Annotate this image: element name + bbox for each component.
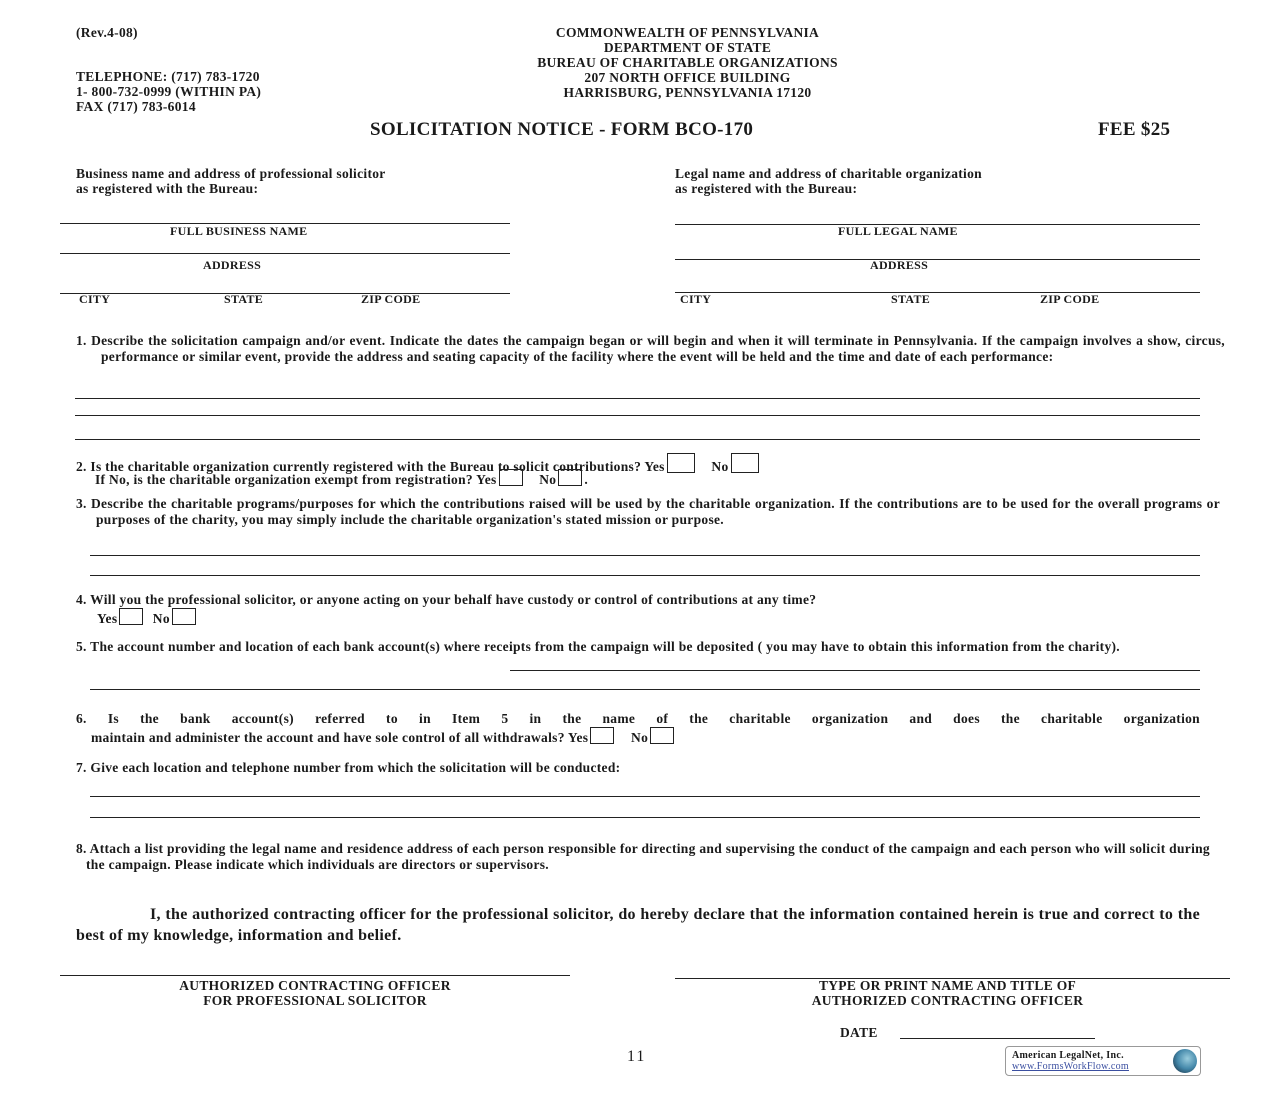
question-text: If No, is the charitable organization exempt from registration? Yes bbox=[95, 472, 497, 487]
label-line: TYPE OR PRINT NAME AND TITLE OF bbox=[818, 978, 1077, 993]
question-6: 6. Is the bank account(s) referred to in Item 5 in the name of the charitable organization and does the charitable organization bbox=[76, 711, 1200, 726]
question-4: 4. Will you the professional solicitor, or anyone acting on your behalf have custody or control of contributions at any time? bbox=[76, 592, 817, 607]
agency-line: BUREAU OF CHARITABLE ORGANIZATIONS bbox=[537, 55, 838, 70]
no-label: No bbox=[711, 459, 729, 474]
no-checkbox[interactable] bbox=[558, 469, 582, 486]
contact-info bbox=[76, 69, 261, 114]
telephone: TELEPHONE: (717) 783-1720 bbox=[76, 69, 260, 84]
business-city-state-zip-field[interactable] bbox=[60, 293, 510, 294]
charity-city-state-zip-field[interactable] bbox=[675, 292, 1200, 293]
yes-checkbox[interactable] bbox=[590, 727, 614, 744]
solicitor-heading bbox=[76, 166, 386, 196]
answer-line[interactable] bbox=[510, 670, 1200, 671]
question-text: maintain and administer the account and have sole control of all withdrawals? Yes bbox=[91, 730, 589, 745]
logo-company: American LegalNet, Inc. bbox=[1012, 1050, 1124, 1061]
zip-label: ZIP CODE bbox=[1040, 292, 1100, 306]
answer-line[interactable] bbox=[90, 796, 1200, 797]
city-label: CITY bbox=[79, 292, 111, 306]
state-label: STATE bbox=[224, 292, 264, 306]
no-label: No bbox=[539, 472, 557, 487]
answer-line[interactable] bbox=[75, 439, 1200, 440]
question-5: 5. The account number and location of each bank account(s) where receipts from the campaign will be deposited ( you may have to obtain this information from the charity). bbox=[76, 639, 1120, 654]
signature-label-right bbox=[675, 978, 1220, 1008]
signature-label-left bbox=[60, 978, 570, 1008]
no-label: No bbox=[152, 611, 170, 626]
legal-name-label: FULL LEGAL NAME bbox=[838, 224, 958, 238]
question-3: 3. Describe the charitable programs/purposes for which the contributions raised will be used by the charitable organization. If the contributions are to be used for the overall programs or purposes of the charity, you may simply include the charitable organization's stated mission or purpose. bbox=[76, 496, 1220, 527]
toll-free: 1- 800-732-0999 (WITHIN PA) bbox=[76, 84, 262, 99]
yes-label: Yes bbox=[97, 611, 118, 626]
question-2-sub: If No, is the charitable organization exempt from registration? Yes No . bbox=[95, 469, 588, 488]
heading-line: as registered with the Bureau: bbox=[675, 181, 858, 196]
agency-address bbox=[400, 25, 975, 100]
no-label: No bbox=[631, 730, 649, 745]
zip-label: ZIP CODE bbox=[361, 292, 421, 306]
agency-line: HARRISBURG, PENNSYLVANIA 17120 bbox=[563, 85, 812, 100]
label-line: AUTHORIZED CONTRACTING OFFICER bbox=[811, 993, 1084, 1008]
city-label: CITY bbox=[680, 292, 712, 306]
business-name-label: FULL BUSINESS NAME bbox=[170, 224, 308, 238]
fee: FEE $25 bbox=[1098, 119, 1171, 140]
agency-line: DEPARTMENT OF STATE bbox=[603, 40, 772, 55]
state-label: STATE bbox=[891, 292, 931, 306]
logo-url-link[interactable]: www.FormsWorkFlow.com bbox=[1012, 1061, 1129, 1072]
answer-line[interactable] bbox=[90, 555, 1200, 556]
fax: FAX (717) 783-6014 bbox=[76, 99, 196, 114]
business-address-field[interactable] bbox=[60, 253, 510, 254]
question-8: 8. Attach a list providing the legal name and residence address of each person responsible for directing and supervising the conduct of the campaign and each person who will solicit during the campaign. Please indicate which individuals are directors or supervisors. bbox=[76, 841, 1210, 872]
agency-line: 207 NORTH OFFICE BUILDING bbox=[584, 70, 791, 85]
yes-checkbox[interactable] bbox=[119, 608, 143, 625]
page-number: 11 bbox=[627, 1048, 647, 1065]
no-checkbox[interactable] bbox=[650, 727, 674, 744]
address-label: ADDRESS bbox=[870, 258, 929, 272]
date-field[interactable] bbox=[900, 1038, 1095, 1039]
agency-line: COMMONWEALTH OF PENNSYLVANIA bbox=[555, 25, 820, 40]
address-label: ADDRESS bbox=[203, 258, 262, 272]
label-line: FOR PROFESSIONAL SOLICITOR bbox=[203, 993, 427, 1008]
label-line: AUTHORIZED CONTRACTING OFFICER bbox=[179, 978, 451, 993]
answer-line[interactable] bbox=[75, 415, 1200, 416]
no-checkbox[interactable] bbox=[172, 608, 196, 625]
question-6-line2 bbox=[91, 727, 676, 746]
yes-checkbox[interactable] bbox=[499, 469, 523, 486]
answer-line[interactable] bbox=[90, 817, 1200, 818]
heading-line: Business name and address of professional solicitor bbox=[76, 166, 386, 181]
declaration: I, the authorized contracting officer for the professional solicitor, do hereby declare that the information contained herein is true and correct to the best of my knowledge, information and belief. bbox=[76, 906, 1200, 944]
heading-line: Legal name and address of charitable organization bbox=[675, 166, 982, 181]
charity-heading bbox=[675, 166, 982, 196]
question-1: 1. Describe the solicitation campaign and/or event. Indicate the dates the campaign began or will begin and when it will terminate in Pennsylvania. If the campaign involves a show, circus, performance or similar event, provide the address and seating capacity of the facility where the event will be held and the time and date of each performance: bbox=[76, 333, 1225, 364]
answer-line[interactable] bbox=[75, 398, 1200, 399]
heading-line: as registered with the Bureau: bbox=[76, 181, 259, 196]
no-checkbox[interactable] bbox=[731, 453, 759, 473]
answer-line[interactable] bbox=[90, 689, 1200, 690]
globe-icon bbox=[1173, 1049, 1197, 1073]
date-label: DATE bbox=[840, 1025, 878, 1040]
form-title: SOLICITATION NOTICE - FORM BCO-170 bbox=[370, 119, 754, 140]
revision: (Rev.4-08) bbox=[76, 25, 138, 40]
legalnet-logo[interactable] bbox=[1005, 1046, 1201, 1076]
answer-line[interactable] bbox=[90, 575, 1200, 576]
signature-line[interactable] bbox=[60, 975, 570, 976]
question-7: 7. Give each location and telephone number from which the solicitation will be conducted: bbox=[76, 760, 621, 775]
charity-address-field[interactable] bbox=[675, 259, 1200, 260]
yes-checkbox[interactable] bbox=[667, 453, 695, 473]
question-4-options bbox=[97, 608, 198, 627]
question-text: 2. Is the charitable organization currently registered with the Bureau to solicit contributions? Yes bbox=[76, 459, 665, 474]
